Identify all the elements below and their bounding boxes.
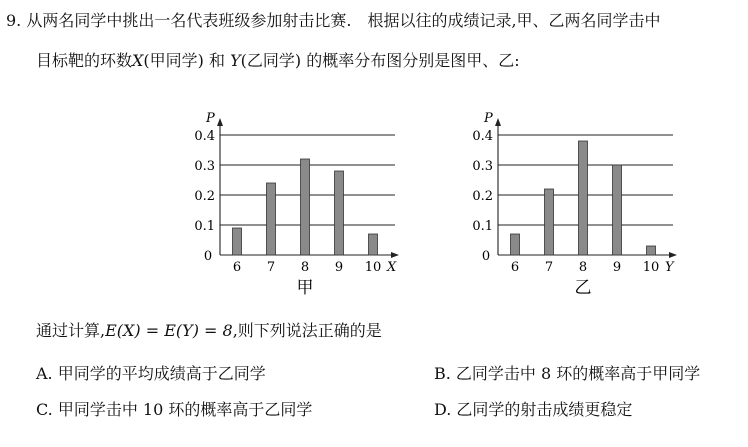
question-text-line1: 从两名同学中挑出一名代表班级参加射击比赛. 根据以往的成绩记录,甲、乙两名同学击中 <box>26 11 661 30</box>
question-text-line2-prefix: 目标靶的环数 <box>36 51 133 70</box>
y-tick-label: 0.4 <box>194 129 215 144</box>
question-line-2 <box>36 48 520 71</box>
variable-y: Y <box>230 51 241 70</box>
x-tick-label: 10 <box>642 260 660 275</box>
chart-caption: 甲 <box>296 278 314 298</box>
x-tick-label: 8 <box>578 260 588 275</box>
option-d[interactable]: D. 乙同学的射击成绩更稳定 <box>434 400 633 419</box>
x-axis-arrow <box>391 252 399 258</box>
origin-label: 0 <box>481 249 491 264</box>
question-text-line2-mid1: (甲同学) 和 <box>143 51 225 70</box>
y-tick-label: 0.1 <box>194 219 215 234</box>
question-text-line2-mid2: (乙同学) 的概率分布图分别是图甲、乙: <box>240 51 520 70</box>
x-tick-label: 9 <box>334 260 344 275</box>
x-axis-arrow <box>669 252 677 258</box>
y-tick-label: 0.2 <box>194 189 215 204</box>
question-number: 9. <box>6 11 22 30</box>
bar <box>335 171 344 255</box>
option-c[interactable]: C. 甲同学击中 10 环的概率高于乙同学 <box>36 400 313 419</box>
y-axis-label: P <box>206 111 215 126</box>
bar <box>579 141 588 255</box>
origin-label: 0 <box>203 249 213 264</box>
statement-prefix: 通过计算, <box>36 321 106 340</box>
statement-math: E(X) = E(Y) = 8 <box>105 321 233 340</box>
y-axis-label: P <box>484 111 493 126</box>
x-tick-label: 6 <box>232 260 242 275</box>
bar <box>369 234 378 255</box>
variable-x: X <box>132 51 144 70</box>
x-axis-label: X <box>387 260 397 275</box>
bar <box>267 183 276 255</box>
x-tick-label: 8 <box>300 260 310 275</box>
question-line-1 <box>6 8 661 31</box>
chart-yi <box>458 100 688 300</box>
bar <box>647 246 656 255</box>
x-tick-label: 7 <box>266 260 276 275</box>
y-axis-arrow <box>217 118 223 126</box>
bar <box>511 234 520 255</box>
y-axis-arrow <box>495 118 501 126</box>
y-tick-label: 0.2 <box>472 189 493 204</box>
y-tick-label: 0.3 <box>194 159 215 174</box>
y-tick-label: 0.4 <box>472 129 493 144</box>
statement <box>36 318 382 341</box>
y-tick-label: 0.3 <box>472 159 493 174</box>
bar <box>301 159 310 255</box>
statement-suffix: ,则下列说法正确的是 <box>232 321 382 340</box>
x-tick-label: 7 <box>544 260 554 275</box>
y-tick-label: 0.1 <box>472 219 493 234</box>
chart-jia <box>180 100 410 300</box>
bar <box>233 228 242 255</box>
x-tick-label: 6 <box>510 260 520 275</box>
x-axis-label: Y <box>665 260 674 275</box>
chart-caption: 乙 <box>574 278 592 298</box>
x-tick-label: 9 <box>612 260 622 275</box>
option-a[interactable]: A. 甲同学的平均成绩高于乙同学 <box>36 364 266 383</box>
x-tick-label: 10 <box>364 260 382 275</box>
bar <box>545 189 554 255</box>
bar <box>613 165 622 255</box>
option-b[interactable]: B. 乙同学击中 8 环的概率高于甲同学 <box>434 364 701 383</box>
